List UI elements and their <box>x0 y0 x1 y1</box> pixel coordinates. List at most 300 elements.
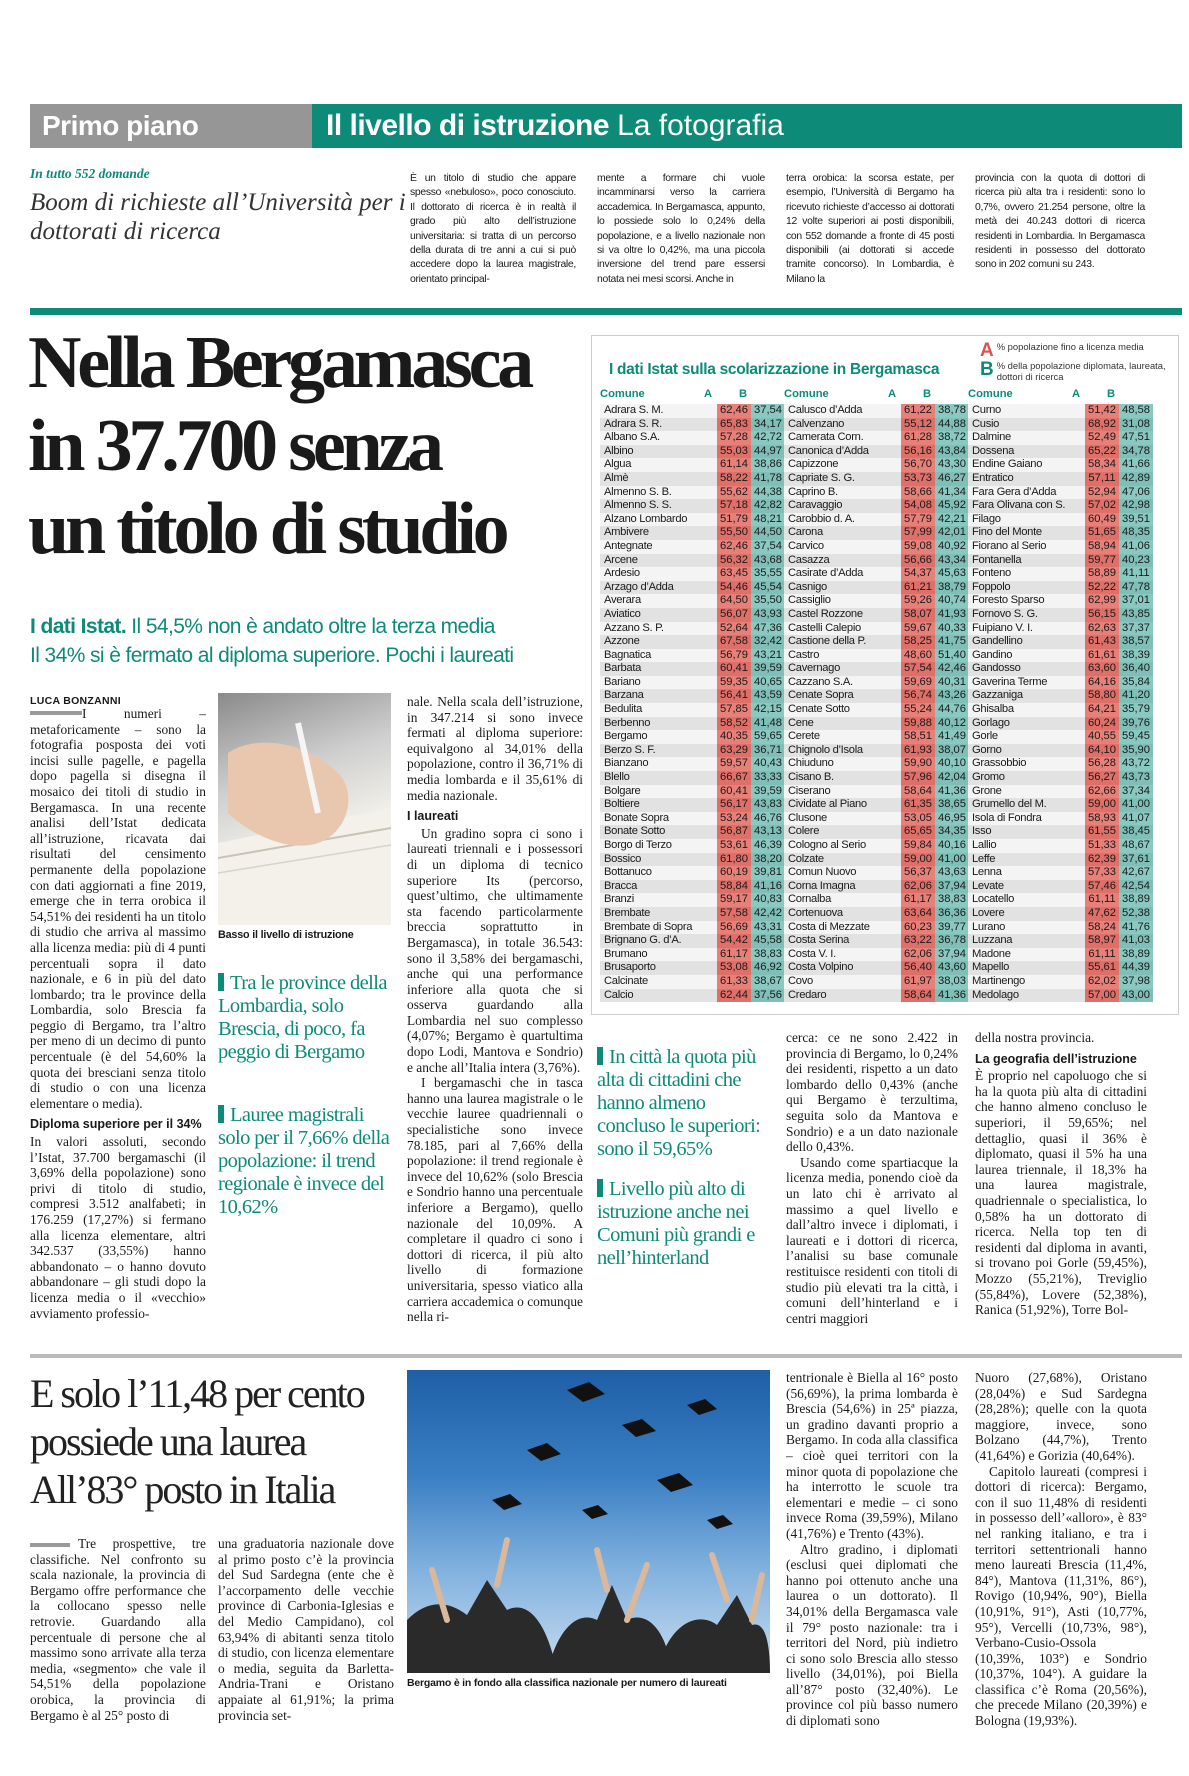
table-row <box>968 825 1153 839</box>
table-row <box>968 676 1153 690</box>
bottom-col-4 <box>975 1370 1147 1729</box>
cell-comune: Ghisalba <box>968 703 1085 717</box>
cell-comune: Brembate <box>600 907 717 921</box>
cell-comune: Casnigo <box>784 581 901 595</box>
table-row <box>968 608 1153 622</box>
table-row <box>968 975 1153 989</box>
cell-comune: Costa V. I. <box>784 948 901 962</box>
cell-comune: Barbata <box>600 662 717 676</box>
table-row <box>784 757 969 771</box>
cell-value-a: 58,24 <box>1085 921 1119 935</box>
cell-comune: Luzzana <box>968 934 1085 948</box>
table-row <box>968 499 1153 513</box>
cell-value-b: 40,12 <box>935 717 969 731</box>
table-row <box>600 499 785 513</box>
cell-comune: Averara <box>600 594 717 608</box>
cell-value-a: 61,21 <box>901 581 935 595</box>
table-row <box>968 717 1153 731</box>
cell-comune: Cologno al Serio <box>784 839 901 853</box>
table-row <box>968 921 1153 935</box>
table-row <box>784 948 969 962</box>
cell-comune: Castione della P. <box>784 635 901 649</box>
cell-value-b: 43,59 <box>751 689 785 703</box>
table-row <box>784 785 969 799</box>
col4-paragraph-1: della nostra provincia. <box>975 1030 1095 1045</box>
cell-comune: Gazzaniga <box>968 689 1085 703</box>
cell-value-b: 37,34 <box>1119 785 1153 799</box>
cell-value-a: 60,41 <box>717 785 751 799</box>
cell-value-b: 38,57 <box>1119 635 1153 649</box>
cell-value-b: 47,36 <box>751 622 785 636</box>
cell-value-a: 57,33 <box>1085 866 1119 880</box>
cell-value-b: 41,34 <box>935 486 969 500</box>
header-b-3: B <box>1107 388 1116 400</box>
table-row <box>600 594 785 608</box>
cell-value-b: 45,63 <box>935 567 969 581</box>
cell-value-b: 38,67 <box>751 975 785 989</box>
cell-comune: Carobbio d. A. <box>784 513 901 527</box>
cell-value-b: 44,39 <box>1119 961 1153 975</box>
main-headline-line-2: in 37.700 senza <box>28 405 440 487</box>
cell-value-b: 42,42 <box>751 907 785 921</box>
cell-value-b: 51,40 <box>935 649 969 663</box>
col2-subheading: I laureati <box>407 809 459 824</box>
cell-value-a: 56,40 <box>901 961 935 975</box>
legend-b-letter: B <box>980 359 994 380</box>
cell-comune: Caprino B. <box>784 486 901 500</box>
cell-value-a: 48,60 <box>901 649 935 663</box>
table-row <box>968 853 1153 867</box>
cell-comune: Cavernago <box>784 662 901 676</box>
table-row <box>600 744 785 758</box>
bottom-headline-line-1: E solo l’11,48 per cento <box>30 1371 364 1416</box>
cell-comune: Ciserano <box>784 785 901 799</box>
cell-value-a: 59,90 <box>901 757 935 771</box>
article-col-3 <box>786 1030 958 1326</box>
cell-comune: Bonate Sotto <box>600 825 717 839</box>
cell-comune: Almè <box>600 472 717 486</box>
cell-value-a: 51,79 <box>717 513 751 527</box>
cell-comune: Berzo S. F. <box>600 744 717 758</box>
cell-value-b: 41,00 <box>1119 798 1153 812</box>
cell-value-a: 63,29 <box>717 744 751 758</box>
cell-value-b: 42,54 <box>1119 880 1153 894</box>
table-row <box>600 839 785 853</box>
table-row <box>784 853 969 867</box>
cell-value-b: 43,63 <box>935 866 969 880</box>
table-col-1 <box>600 404 785 1002</box>
cell-value-a: 40,35 <box>717 730 751 744</box>
table-row <box>600 853 785 867</box>
cell-comune: Costa Serina <box>784 934 901 948</box>
cell-comune: Fiorano al Serio <box>968 540 1085 554</box>
table-row <box>600 472 785 486</box>
cell-value-b: 38,89 <box>1119 893 1153 907</box>
table-row <box>600 649 785 663</box>
cell-value-b: 36,36 <box>935 907 969 921</box>
bottom-divider <box>30 1354 1182 1358</box>
cell-value-a: 55,62 <box>717 486 751 500</box>
cell-value-b: 48,35 <box>1119 526 1153 540</box>
table-row <box>600 404 785 418</box>
cell-comune: Cenate Sopra <box>784 689 901 703</box>
cell-comune: Adrara S. M. <box>600 404 717 418</box>
cell-value-a: 58,22 <box>717 472 751 486</box>
table-col-3 <box>968 404 1153 1002</box>
table-row <box>600 880 785 894</box>
cell-comune: Boltiere <box>600 798 717 812</box>
cell-comune: Cenate Sotto <box>784 703 901 717</box>
cell-value-a: 58,34 <box>1085 458 1119 472</box>
table-row <box>784 499 969 513</box>
cell-value-b: 38,07 <box>935 744 969 758</box>
cell-value-b: 40,16 <box>935 839 969 853</box>
table-col-2 <box>784 404 969 1002</box>
cell-comune: Azzone <box>600 635 717 649</box>
cell-comune: Albino <box>600 445 717 459</box>
bottom-col-1 <box>30 1536 206 1723</box>
cell-value-a: 55,03 <box>717 445 751 459</box>
cell-value-b: 42,04 <box>935 771 969 785</box>
cell-value-a: 56,41 <box>717 689 751 703</box>
cell-value-b: 42,01 <box>935 526 969 540</box>
cell-value-a: 56,70 <box>901 458 935 472</box>
cell-comune: Bonate Sopra <box>600 812 717 826</box>
cell-comune: Lallio <box>968 839 1085 853</box>
cell-value-b: 41,07 <box>1119 812 1153 826</box>
cell-value-a: 60,41 <box>717 662 751 676</box>
cell-value-b: 34,78 <box>1119 445 1153 459</box>
table-row <box>784 907 969 921</box>
table-row <box>968 662 1153 676</box>
cell-value-b: 42,21 <box>935 513 969 527</box>
cell-value-a: 63,45 <box>717 567 751 581</box>
cell-value-b: 40,65 <box>751 676 785 690</box>
cell-value-b: 48,58 <box>1119 404 1153 418</box>
table-row <box>968 635 1153 649</box>
cell-value-a: 51,65 <box>1085 526 1119 540</box>
cell-comune: Covo <box>784 975 901 989</box>
cell-comune: Casazza <box>784 554 901 568</box>
cell-comune: Castelli Calepio <box>784 622 901 636</box>
cell-value-a: 57,46 <box>1085 880 1119 894</box>
table-row <box>784 893 969 907</box>
cell-comune: Calvenzano <box>784 418 901 432</box>
table-row <box>600 825 785 839</box>
table-row <box>600 798 785 812</box>
cell-value-a: 62,46 <box>717 404 751 418</box>
table-row <box>600 893 785 907</box>
table-row <box>600 989 785 1003</box>
col3-paragraph-1: cerca: ce ne sono 2.422 in provincia di Bergamo, lo 0,24% dei residenti, rispetto a un dato lombardo dello 0,43% (anche qui Bergamo è terzultima, seguita solo da Mantova e Sondrio) e a un dato nazionale dello 0,43%. <box>786 1030 958 1155</box>
cell-value-a: 61,17 <box>901 893 935 907</box>
cell-value-b: 35,84 <box>1119 676 1153 690</box>
cell-value-b: 37,54 <box>751 540 785 554</box>
cell-value-a: 55,12 <box>901 418 935 432</box>
table-row <box>968 594 1153 608</box>
cell-value-a: 59,69 <box>901 676 935 690</box>
cell-comune: Berbenno <box>600 717 717 731</box>
cell-value-a: 57,18 <box>717 499 751 513</box>
col2-paragraph-1: nale. Nella scala dell’istruzione, in 347.214 si sono invece fermati al diploma superiore: equivalgono al 34,01% della popolazione, contro il 36,71% di media lombarda e il 35,61% di media nazionale. <box>407 694 583 803</box>
cell-value-a: 56,74 <box>901 689 935 703</box>
legend-a-letter: A <box>980 340 994 361</box>
cell-value-a: 58,07 <box>901 608 935 622</box>
cell-value-b: 41,76 <box>1119 921 1153 935</box>
cell-comune: Adrara S. R. <box>600 418 717 432</box>
cell-value-a: 53,24 <box>717 812 751 826</box>
cell-value-b: 43,26 <box>935 689 969 703</box>
cell-value-b: 46,95 <box>935 812 969 826</box>
cell-value-a: 53,73 <box>901 472 935 486</box>
cell-comune: Algua <box>600 458 717 472</box>
cell-comune: Martinengo <box>968 975 1085 989</box>
table-row <box>784 934 969 948</box>
cell-value-a: 57,54 <box>901 662 935 676</box>
col1-subheading: Diploma superiore per il 34% <box>30 1117 202 1132</box>
cell-value-a: 58,64 <box>901 989 935 1003</box>
cell-value-a: 56,28 <box>1085 757 1119 771</box>
cell-comune: Camerata Corn. <box>784 431 901 445</box>
cell-value-a: 59,67 <box>901 622 935 636</box>
cell-comune: Medolago <box>968 989 1085 1003</box>
cell-comune: Dossena <box>968 445 1085 459</box>
cell-comune: Cassiglio <box>784 594 901 608</box>
cell-value-b: 33,33 <box>751 771 785 785</box>
cell-comune: Isso <box>968 825 1085 839</box>
table-row <box>968 839 1153 853</box>
cell-comune: Gorlago <box>968 717 1085 731</box>
cell-comune: Fornovo S. G. <box>968 608 1085 622</box>
header-comune-1: Comune <box>600 388 645 400</box>
cell-value-a: 62,06 <box>901 880 935 894</box>
cell-value-b: 46,76 <box>751 812 785 826</box>
cell-value-a: 56,07 <box>717 608 751 622</box>
main-headline-line-1: Nella Bergamasca <box>28 322 531 404</box>
cell-value-a: 47,62 <box>1085 907 1119 921</box>
article-col-1 <box>30 706 206 1321</box>
table-row <box>600 771 785 785</box>
cell-comune: Cornalba <box>784 893 901 907</box>
table-row <box>968 948 1153 962</box>
table-row <box>600 812 785 826</box>
cell-comune: Fara Gera d’Adda <box>968 486 1085 500</box>
cell-comune: Bottanuco <box>600 866 717 880</box>
cell-value-a: 61,28 <box>901 431 935 445</box>
cell-comune: Gandino <box>968 649 1085 663</box>
cell-value-b: 43,85 <box>1119 608 1153 622</box>
cell-value-a: 61,55 <box>1085 825 1119 839</box>
cell-comune: Grumello del M. <box>968 798 1085 812</box>
cell-value-b: 40,33 <box>935 622 969 636</box>
pull-quote-3: In città la quota più alta di cittadini che hanno almeno concluso le superiori: sono il 59,65% <box>597 1046 772 1161</box>
table-row <box>784 798 969 812</box>
cell-value-a: 56,37 <box>901 866 935 880</box>
cell-value-a: 59,08 <box>901 540 935 554</box>
table-row <box>600 961 785 975</box>
cell-comune: Colzate <box>784 853 901 867</box>
cell-comune: Fuipiano V. I. <box>968 622 1085 636</box>
cell-value-a: 61,17 <box>717 948 751 962</box>
cell-value-b: 37,01 <box>1119 594 1153 608</box>
table-legend <box>980 341 1180 382</box>
cell-value-a: 62,66 <box>1085 785 1119 799</box>
cell-value-b: 44,76 <box>935 703 969 717</box>
cell-comune: Bracca <box>600 880 717 894</box>
cell-value-b: 35,90 <box>1119 744 1153 758</box>
header-a-1: A <box>704 388 713 400</box>
cell-value-b: 40,23 <box>1119 554 1153 568</box>
cell-comune: Casirate d’Adda <box>784 567 901 581</box>
cell-value-a: 54,42 <box>717 934 751 948</box>
table-row <box>784 567 969 581</box>
table-row <box>600 445 785 459</box>
table-row <box>784 458 969 472</box>
table-row <box>600 581 785 595</box>
cell-comune: Arzago d’Adda <box>600 581 717 595</box>
cell-comune: Capizzone <box>784 458 901 472</box>
main-headline <box>28 322 598 571</box>
pull-quote-2: Lauree magistrali solo per il 7,66% della popolazione: il trend regionale è invece del 10,62% <box>218 1104 390 1218</box>
table-row <box>600 689 785 703</box>
cell-value-a: 58,51 <box>901 730 935 744</box>
table-row <box>784 431 969 445</box>
cell-value-b: 43,93 <box>751 608 785 622</box>
table-row <box>784 703 969 717</box>
table-row <box>784 812 969 826</box>
table-row <box>784 771 969 785</box>
cell-value-a: 58,66 <box>901 486 935 500</box>
header-b-1: B <box>739 388 748 400</box>
table-row <box>784 404 969 418</box>
cell-value-a: 61,22 <box>901 404 935 418</box>
cell-value-a: 59,35 <box>717 676 751 690</box>
cell-comune: Branzi <box>600 893 717 907</box>
table-row <box>968 866 1153 880</box>
table-row <box>784 921 969 935</box>
cell-comune: Cusio <box>968 418 1085 432</box>
section-subtitle: La fotografia <box>617 109 784 142</box>
header-comune-3: Comune <box>968 388 1013 400</box>
cell-comune: Gorno <box>968 744 1085 758</box>
cell-value-a: 55,61 <box>1085 961 1119 975</box>
cell-value-a: 58,80 <box>1085 689 1119 703</box>
table-title: I dati Istat sulla scolarizzazione in Bergamasca <box>609 361 940 378</box>
table-row <box>968 798 1153 812</box>
cell-value-b: 38,65 <box>935 798 969 812</box>
table-row <box>600 866 785 880</box>
cell-comune: Ambivere <box>600 526 717 540</box>
bottom-col-2 <box>218 1536 394 1723</box>
cell-comune: Castro <box>784 649 901 663</box>
cell-value-a: 64,16 <box>1085 676 1119 690</box>
cell-value-b: 42,15 <box>751 703 785 717</box>
cell-value-a: 60,24 <box>1085 717 1119 731</box>
bottom-col2-paragraph: una graduatoria nazionale dove al primo posto c’è la provincia del Sud Sardegna (ente che è l’accorpamento delle vecchie province di Carbonia-Iglesias e del Medio Campidano), col 63,94% di abitanti senza titolo di studio, con licenza elementare o media, seguita da Barletta-Andria-Trani e Oristano appaiate al 61,91%; la prima provincia set- <box>218 1536 394 1723</box>
cell-comune: Albano S.A. <box>600 431 717 445</box>
cell-value-a: 63,60 <box>1085 662 1119 676</box>
cell-value-a: 61,11 <box>1085 893 1119 907</box>
cell-value-b: 43,84 <box>935 445 969 459</box>
table-row <box>600 608 785 622</box>
cell-comune: Isola di Fondra <box>968 812 1085 826</box>
cell-value-a: 57,58 <box>717 907 751 921</box>
cell-comune: Ardesio <box>600 567 717 581</box>
table-row <box>600 948 785 962</box>
table-row <box>968 785 1153 799</box>
cell-value-b: 44,50 <box>751 526 785 540</box>
cell-comune: Almenno S. B. <box>600 486 717 500</box>
bottom-headline-line-3: All’83° posto in Italia <box>30 1467 335 1512</box>
cell-value-b: 41,00 <box>935 853 969 867</box>
cell-comune: Chignolo d’Isola <box>784 744 901 758</box>
table-row <box>968 703 1153 717</box>
table-row <box>600 676 785 690</box>
cell-value-a: 61,61 <box>1085 649 1119 663</box>
table-row <box>968 472 1153 486</box>
cell-value-b: 59,45 <box>1119 730 1153 744</box>
table-row <box>600 907 785 921</box>
cell-value-b: 40,31 <box>935 676 969 690</box>
table-row <box>784 880 969 894</box>
cell-comune: Arcene <box>600 554 717 568</box>
cell-comune: Aviatico <box>600 608 717 622</box>
cell-comune: Bariano <box>600 676 717 690</box>
cell-comune: Locatello <box>968 893 1085 907</box>
cell-comune: Carvico <box>784 540 901 554</box>
cell-value-b: 46,92 <box>751 961 785 975</box>
table-row <box>600 975 785 989</box>
table-row <box>968 418 1153 432</box>
cell-value-b: 47,78 <box>1119 581 1153 595</box>
cell-value-b: 43,31 <box>751 921 785 935</box>
cell-value-b: 47,51 <box>1119 431 1153 445</box>
article-col-4 <box>975 1030 1147 1318</box>
table-row <box>784 961 969 975</box>
cell-value-a: 61,35 <box>901 798 935 812</box>
cell-value-a: 59,88 <box>901 717 935 731</box>
table-row <box>968 812 1153 826</box>
cell-comune: Caravaggio <box>784 499 901 513</box>
cell-comune: Calcio <box>600 989 717 1003</box>
table-row <box>600 703 785 717</box>
cell-value-b: 59,65 <box>751 730 785 744</box>
cell-value-a: 58,93 <box>1085 812 1119 826</box>
table-row <box>968 649 1153 663</box>
cell-value-a: 59,57 <box>717 757 751 771</box>
cell-comune: Brusaporto <box>600 961 717 975</box>
cell-comune: Canonica d’Adda <box>784 445 901 459</box>
cell-comune: Grone <box>968 785 1085 799</box>
table-row <box>600 458 785 472</box>
cell-value-b: 43,30 <box>935 458 969 472</box>
cell-value-b: 38,78 <box>935 404 969 418</box>
cell-value-a: 61,93 <box>901 744 935 758</box>
bottom-col1-paragraph: Tre prospettive, tre classifiche. Nel confronto su scala nazionale, la provincia di Bergamo offre performance che la collocano spesso nelle retrovie. Guardando alla percentuale di persone che al massimo sono arrivate alla terza media, «segmento» che vale il 54,51% della popolazione orobica, la provincia di Bergamo è al 25° posto di <box>30 1536 206 1723</box>
cell-value-b: 38,20 <box>751 853 785 867</box>
cell-comune: Antegnate <box>600 540 717 554</box>
cell-value-a: 61,97 <box>901 975 935 989</box>
cell-comune: Almenno S. S. <box>600 499 717 513</box>
cell-value-a: 61,33 <box>717 975 751 989</box>
cell-comune: Capriate S. G. <box>784 472 901 486</box>
cell-value-b: 41,16 <box>751 880 785 894</box>
cell-value-b: 43,60 <box>935 961 969 975</box>
cell-value-a: 56,17 <box>717 798 751 812</box>
cell-comune: Calusco d’Adda <box>784 404 901 418</box>
cell-value-a: 64,50 <box>717 594 751 608</box>
cell-value-b: 37,61 <box>1119 853 1153 867</box>
